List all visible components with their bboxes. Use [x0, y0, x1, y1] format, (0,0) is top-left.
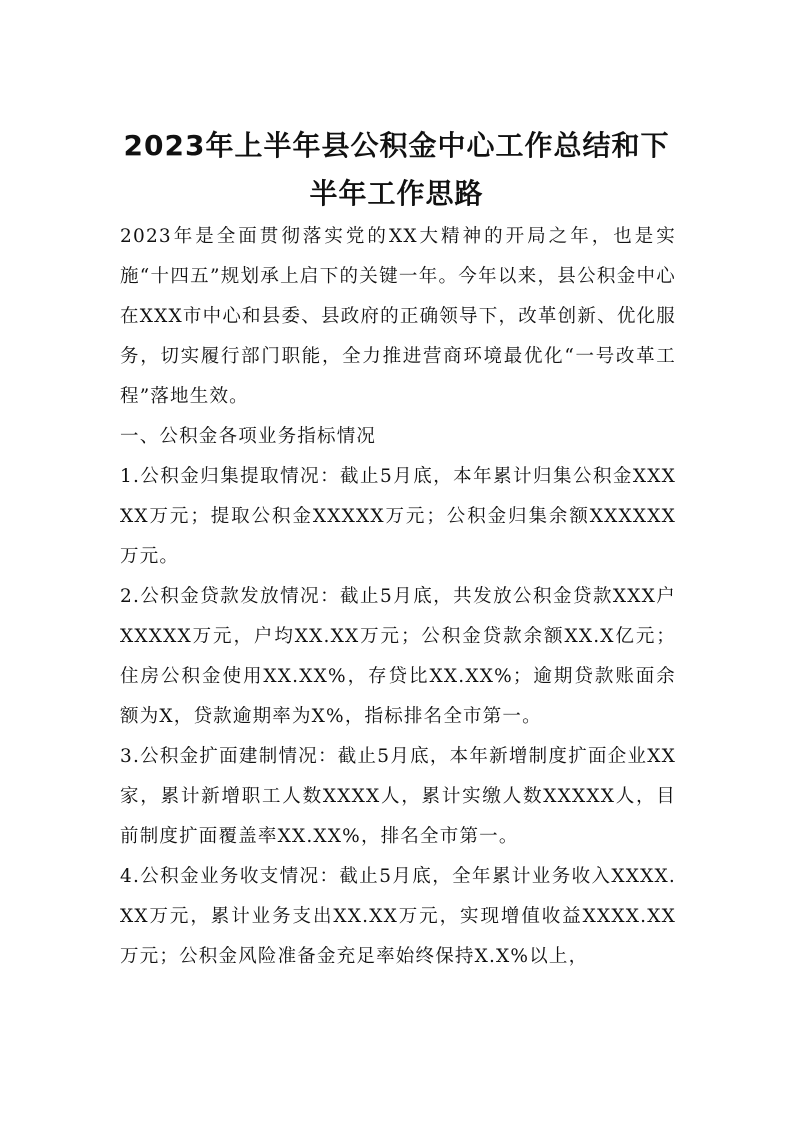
- item-2-paragraph: 2.公积金贷款发放情况：截止5月底，共发放公积金贷款XXX户XXXXX万元，户均XX.XX万元；公积金贷款余额XX.X亿元；住房公积金使用XX.XX%，存贷比XX.XX%；逾期贷款账面余额为X，贷款逾期率为X%，指标排名全市第一。: [120, 586, 676, 727]
- item-3-paragraph: 3.公积金扩面建制情况：截止5月底，本年新增制度扩面企业XX家，累计新增职工人数XXXX人，累计实缴人数XXXXX人，目前制度扩面覆盖率XX.XX%，排名全市第一。: [120, 746, 676, 847]
- intro-paragraph: 2023年是全面贯彻落实党的XX大精神的开局之年，也是实施“十四五”规划承上启下的关键一年。今年以来，县公积金中心在XXX市中心和县委、县政府的正确领导下，改革创新、优化服务，切实履行部门职能，全力推进营商环境最优化“一号改革工程”落地生效。: [120, 226, 676, 407]
- item-1-paragraph: 1.公积金归集提取情况：截止5月底，本年累计归集公积金XXXXX万元；提取公积金XXXXX万元；公积金归集余额XXXXXX万元。: [120, 466, 676, 567]
- document-body: [120, 217, 676, 977]
- item-4-paragraph: 4.公积金业务收支情况：截止5月底，全年累计业务收入XXXX.XX万元，累计业务支出XX.XX万元，实现增值收益XXXX.XX万元；公积金风险准备金充足率始终保持X.X%以上，: [120, 866, 676, 967]
- document-title-line-1: 2023年上半年县公积金中心工作总结和下: [123, 129, 670, 162]
- document-title-line-2: 半年工作思路: [309, 177, 484, 210]
- section-heading: 一、公积金各项业务指标情况: [120, 426, 377, 447]
